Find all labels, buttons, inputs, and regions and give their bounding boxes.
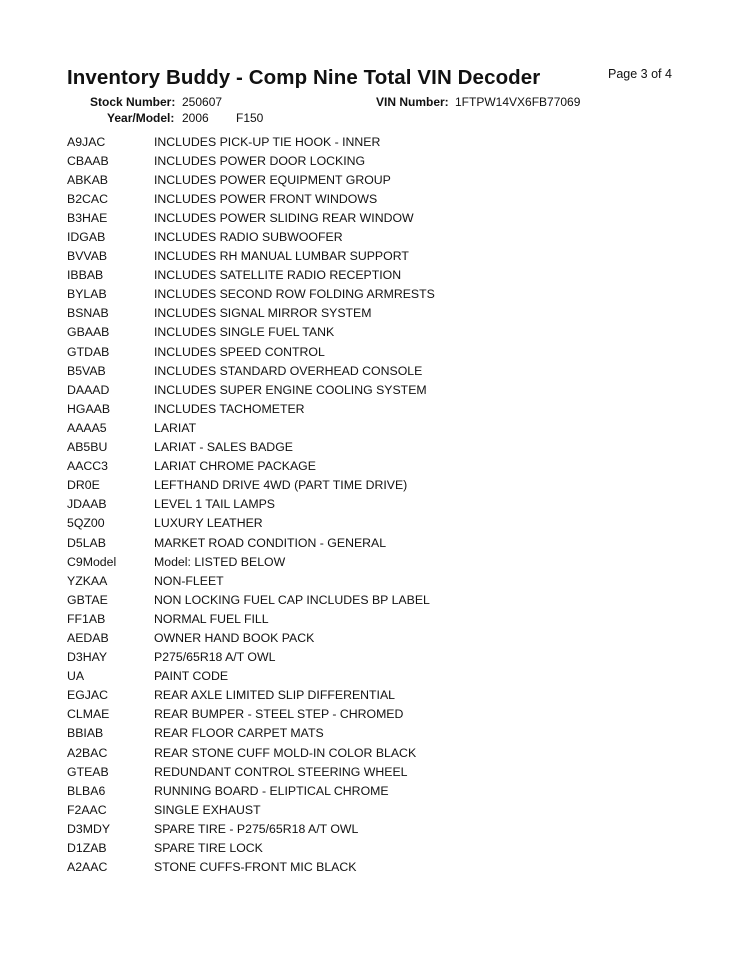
option-code: BVVAB bbox=[67, 249, 108, 264]
list-item bbox=[67, 724, 707, 743]
list-item bbox=[67, 743, 707, 762]
option-code: DR0E bbox=[67, 478, 100, 493]
list-item bbox=[67, 686, 707, 705]
option-code: HGAAB bbox=[67, 401, 111, 416]
option-code: FF1AB bbox=[67, 611, 106, 626]
option-description: RUNNING BOARD - ELIPTICAL CHROME bbox=[154, 783, 389, 798]
option-description: REAR BUMPER - STEEL STEP - CHROMED bbox=[154, 707, 404, 722]
option-description: LEVEL 1 TAIL LAMPS bbox=[154, 497, 275, 512]
option-description: PAINT CODE bbox=[154, 669, 229, 684]
option-description: INCLUDES PICK-UP TIE HOOK - INNER bbox=[154, 134, 381, 149]
option-description: INCLUDES POWER DOOR LOCKING bbox=[154, 153, 366, 168]
stock-number-label bbox=[90, 95, 175, 109]
option-description: P275/65R18 A/T OWL bbox=[154, 650, 276, 665]
option-code: GTEAB bbox=[67, 764, 109, 779]
option-code: BSNAB bbox=[67, 306, 109, 321]
option-description: INCLUDES SUPER ENGINE COOLING SYSTEM bbox=[154, 382, 427, 397]
option-code: F2AAC bbox=[67, 802, 107, 817]
option-code: A9JAC bbox=[67, 134, 106, 149]
list-item bbox=[67, 533, 707, 552]
list-item bbox=[67, 208, 707, 227]
option-description: REAR STONE CUFF MOLD-IN COLOR BLACK bbox=[154, 745, 417, 760]
option-code: BYLAB bbox=[67, 287, 107, 302]
list-item bbox=[67, 380, 707, 399]
option-description: REDUNDANT CONTROL STEERING WHEEL bbox=[154, 764, 408, 779]
option-description: INCLUDES SPEED CONTROL bbox=[154, 344, 325, 359]
list-item bbox=[67, 457, 707, 476]
option-description: INCLUDES POWER EQUIPMENT GROUP bbox=[154, 172, 391, 187]
list-item bbox=[67, 514, 707, 533]
list-item bbox=[67, 266, 707, 285]
option-code: AB5BU bbox=[67, 440, 108, 455]
option-code: UA bbox=[67, 669, 85, 684]
option-description: INCLUDES SATELLITE RADIO RECEPTION bbox=[154, 268, 402, 283]
option-code: D3HAY bbox=[67, 650, 108, 665]
list-item bbox=[67, 170, 707, 189]
option-code: BBIAB bbox=[67, 726, 104, 741]
option-description: NON-FLEET bbox=[154, 573, 224, 588]
vin-number-label-text: VIN Number: bbox=[376, 95, 449, 109]
option-code: A2BAC bbox=[67, 745, 108, 760]
option-description: NORMAL FUEL FILL bbox=[154, 611, 269, 626]
list-item bbox=[67, 285, 707, 304]
option-code: D5LAB bbox=[67, 535, 106, 550]
option-code: DAAAD bbox=[67, 382, 110, 397]
option-code: D3MDY bbox=[67, 821, 111, 836]
option-description: INCLUDES SECOND ROW FOLDING ARMRESTS bbox=[154, 287, 435, 302]
option-code: GTDAB bbox=[67, 344, 110, 359]
option-code: B3HAE bbox=[67, 210, 108, 225]
option-code: BLBA6 bbox=[67, 783, 106, 798]
option-code: GBTAE bbox=[67, 592, 108, 607]
option-description: LUXURY LEATHER bbox=[154, 516, 263, 531]
option-description: INCLUDES RADIO SUBWOOFER bbox=[154, 230, 343, 245]
option-description: INCLUDES SINGLE FUEL TANK bbox=[154, 325, 335, 340]
option-description: LEFTHAND DRIVE 4WD (PART TIME DRIVE) bbox=[154, 478, 408, 493]
list-item bbox=[67, 552, 707, 571]
list-item bbox=[67, 361, 707, 380]
option-description: LARIAT bbox=[154, 420, 197, 435]
option-code: JDAAB bbox=[67, 497, 107, 512]
option-description: INCLUDES STANDARD OVERHEAD CONSOLE bbox=[154, 363, 423, 378]
list-item bbox=[67, 132, 707, 151]
list-item bbox=[67, 819, 707, 838]
list-item bbox=[67, 189, 707, 208]
option-description: MARKET ROAD CONDITION - GENERAL bbox=[154, 535, 387, 550]
page-number: Page 3 of 4 bbox=[608, 67, 672, 81]
option-description: INCLUDES POWER SLIDING REAR WINDOW bbox=[154, 210, 414, 225]
option-code: AEDAB bbox=[67, 630, 109, 645]
year-value: 2006 bbox=[182, 111, 209, 125]
list-item bbox=[67, 476, 707, 495]
list-item bbox=[67, 705, 707, 724]
year-model-label-text: Year/Model: bbox=[107, 111, 175, 125]
stock-number-value: 250607 bbox=[182, 95, 223, 109]
option-description: SPARE TIRE - P275/65R18 A/T OWL bbox=[154, 821, 359, 836]
option-code: D1ZAB bbox=[67, 841, 107, 856]
option-description: INCLUDES SIGNAL MIRROR SYSTEM bbox=[154, 306, 372, 321]
year-model-label bbox=[107, 111, 174, 125]
option-code: B5VAB bbox=[67, 363, 106, 378]
list-item bbox=[67, 227, 707, 246]
list-item bbox=[67, 571, 707, 590]
option-code: AACC3 bbox=[67, 459, 109, 474]
option-description: Model: LISTED BELOW bbox=[154, 554, 286, 569]
option-description: INCLUDES TACHOMETER bbox=[154, 401, 305, 416]
option-description: SINGLE EXHAUST bbox=[154, 802, 261, 817]
list-item bbox=[67, 495, 707, 514]
option-code: IBBAB bbox=[67, 268, 104, 283]
model-value: F150 bbox=[236, 111, 264, 125]
option-description: LARIAT CHROME PACKAGE bbox=[154, 459, 316, 474]
list-item bbox=[67, 609, 707, 628]
option-description: SPARE TIRE LOCK bbox=[154, 841, 263, 856]
list-item bbox=[67, 247, 707, 266]
list-item bbox=[67, 342, 707, 361]
option-code: CBAAB bbox=[67, 153, 109, 168]
option-code: ABKAB bbox=[67, 172, 109, 187]
option-code: AAAA5 bbox=[67, 420, 107, 435]
list-item bbox=[67, 800, 707, 819]
option-description: NON LOCKING FUEL CAP INCLUDES BP LABEL bbox=[154, 592, 430, 607]
option-description: LARIAT - SALES BADGE bbox=[154, 440, 293, 455]
option-code: IDGAB bbox=[67, 230, 106, 245]
list-item bbox=[67, 648, 707, 667]
vin-number-label bbox=[376, 95, 449, 109]
list-item bbox=[67, 781, 707, 800]
option-description: INCLUDES RH MANUAL LUMBAR SUPPORT bbox=[154, 249, 409, 264]
stock-number-label-text: Stock Number: bbox=[90, 95, 176, 109]
list-item bbox=[67, 438, 707, 457]
option-description: REAR AXLE LIMITED SLIP DIFFERENTIAL bbox=[154, 688, 395, 703]
list-item bbox=[67, 858, 707, 877]
list-item bbox=[67, 762, 707, 781]
option-code: B2CAC bbox=[67, 191, 109, 206]
list-item bbox=[67, 399, 707, 418]
document-title: Inventory Buddy - Comp Nine Total VIN Decoder bbox=[67, 66, 541, 89]
option-code: YZKAA bbox=[67, 573, 108, 588]
list-item bbox=[67, 151, 707, 170]
option-description: INCLUDES POWER FRONT WINDOWS bbox=[154, 191, 378, 206]
vin-number-value: 1FTPW14VX6FB77069 bbox=[455, 95, 581, 109]
list-item bbox=[67, 590, 707, 609]
option-description: OWNER HAND BOOK PACK bbox=[154, 630, 315, 645]
option-code: GBAAB bbox=[67, 325, 110, 340]
option-code: C9Model bbox=[67, 554, 117, 569]
list-item bbox=[67, 304, 707, 323]
list-item bbox=[67, 323, 707, 342]
list-item bbox=[67, 628, 707, 647]
option-description: STONE CUFFS-FRONT MIC BLACK bbox=[154, 860, 357, 875]
option-code: 5QZ00 bbox=[67, 516, 105, 531]
option-code: EGJAC bbox=[67, 688, 108, 703]
option-code: CLMAE bbox=[67, 707, 110, 722]
list-item bbox=[67, 667, 707, 686]
option-description: REAR FLOOR CARPET MATS bbox=[154, 726, 324, 741]
option-code-list bbox=[67, 132, 707, 877]
option-code: A2AAC bbox=[67, 860, 108, 875]
list-item bbox=[67, 838, 707, 857]
list-item bbox=[67, 418, 707, 437]
